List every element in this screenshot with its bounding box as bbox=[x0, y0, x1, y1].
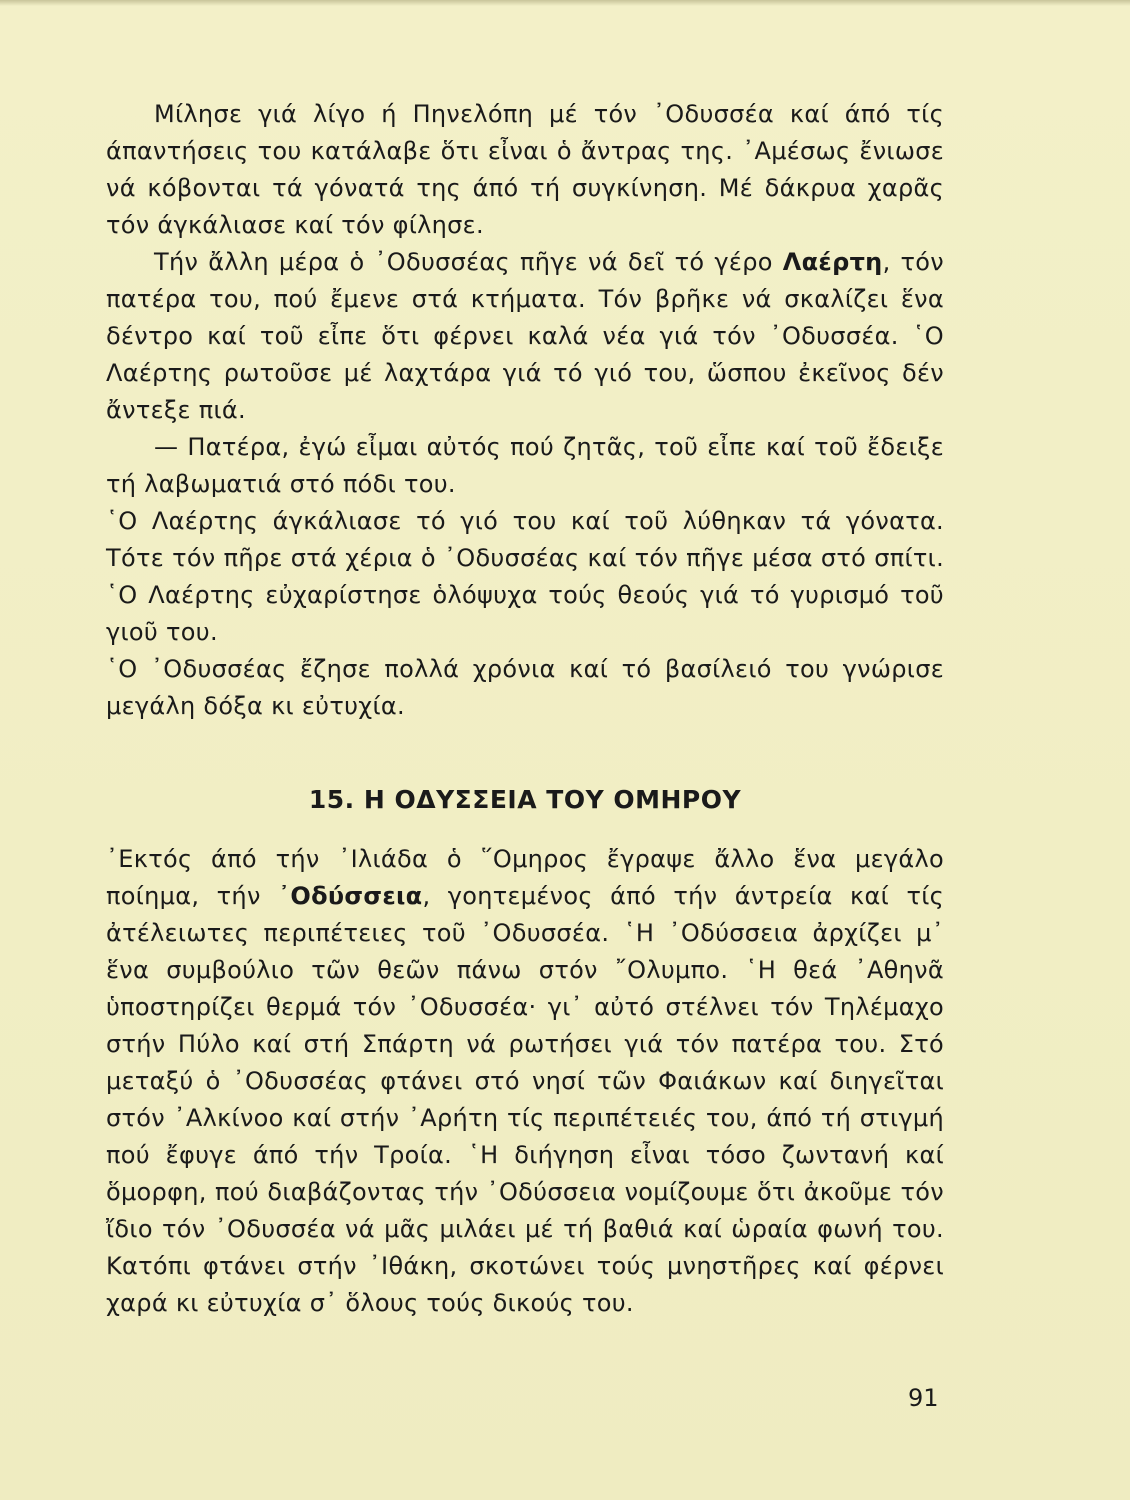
page-number: 91 bbox=[908, 1384, 939, 1412]
paragraph-4 bbox=[106, 503, 944, 651]
paragraph-5 bbox=[106, 651, 944, 725]
section-paragraph bbox=[106, 841, 944, 1322]
paragraph-1-text: Μίλησε γιά λίγο ή Πηνελόπη μέ τόν ᾿Οδυσσέα καί άπό τίς άπαντήσεις του κατάλαβε ὅτι εἶναι ὁ ἄντρας της. ᾿Αμέσως ἔνιωσε νά κόβονται τά γόνατά της άπό τή συγκίνηση. Μέ δάκρυα χαρᾶς τόν άγκάλιασε καί τόν φίλησε. bbox=[106, 100, 944, 239]
section-paragraph-bold-title: ᾿Οδύσσεια bbox=[278, 882, 423, 910]
paragraph-2 bbox=[106, 244, 944, 429]
section-paragraph-text-before: ᾿Εκτός άπό τήν ᾿Ιλιάδα ὁ ῞Ομηρος ἔγραψε ἄλλο ἕνα μεγάλο ποίημα, τήν bbox=[106, 845, 944, 910]
paragraph-2-bold-name: Λαέρτη bbox=[782, 248, 883, 276]
paragraph-3 bbox=[106, 429, 944, 503]
paragraph-1 bbox=[106, 96, 944, 244]
page-top-edge bbox=[0, 0, 1130, 6]
section-paragraph-text-after: , γοητεμένος άπό τήν άντρεία καί τίς ἀτέλειωτες περιπέτειες τοῦ ᾿Οδυσσέα. ῾Η ᾿Οδύσσεια ἀρχίζει μ᾿ ἕνα συμβούλιο τῶν θεῶν πάνω στόν ῎Ολυμπο. ῾Η θεά ᾿Αθηνᾶ ὑποστηρίζει θερμά τόν ᾿Οδυσσέα· γι᾿ αὐτό στέλνει τόν Τηλέμαχο στήν Πύλο καί στή Σπάρτη νά ρωτήσει γιά τόν πατέρα του. Στό μεταξύ ὁ ᾿Οδυσσέας φτάνει στό νησί τῶν Φαιάκων καί διηγεῖται στόν ᾿Αλκίνοο καί στήν ᾿Αρήτη τίς περιπέτειές του, άπό τή στιγμή πού ἔφυγε άπό τήν Τροία. ῾Η διήγηση εἶναι τόσο ζωντανή καί ὅμορφη, πού διαβάζοντας τήν ᾿Οδύσσεια νομίζουμε ὅτι ἀκοῦμε τόν ἴδιο τόν ᾿Οδυσσέα νά μᾶς μιλάει μέ τή βαθιά καί ὡραία φωνή του. Κατόπι φτάνει στήν ᾿Ιθάκη, σκοτώνει τούς μνηστῆρες καί φέρνει χαρά κι εὐτυχία σ᾿ ὅλους τούς δικούς του. bbox=[106, 882, 945, 1317]
paragraph-2-text-before: Τήν ἄλλη μέρα ὁ ᾿Οδυσσέας πῆγε νά δεῖ τό γέρο bbox=[154, 248, 783, 276]
paragraph-2-text-after: , τόν πατέρα του, πού ἔμενε στά κτήματα. Τόν βρῆκε νά σκαλίζει ἕνα δέντρο καί τοῦ εἶπε ὅτι φέρνει καλά νέα γιά τόν ᾿Οδυσσέα. ῾Ο Λαέρτης ρωτοῦσε μέ λαχτάρα γιά τό γιό του, ὥσπου ἐκεῖνος δέν ἄντεξε πιά. bbox=[106, 248, 944, 424]
page-body bbox=[106, 96, 944, 1322]
section-heading: 15. Η ΟΔΥΣΣΕΙΑ ΤΟΥ ΟΜΗΡΟΥ bbox=[308, 785, 742, 814]
paragraph-5-text: ῾Ο ᾿Οδυσσέας ἔζησε πολλά χρόνια καί τό βασίλειό του γνώρισε μεγάλη δόξα κι εὐτυχία. bbox=[106, 655, 944, 720]
paragraph-4-text: ῾Ο Λαέρτης άγκάλιασε τό γιό του καί τοῦ λύθηκαν τά γόνατα. Τότε τόν πῆρε στά χέρια ὁ ᾿Οδυσσέας καί τόν πῆγε μέσα στό σπίτι. ῾Ο Λαέρτης εὐχαρίστησε ὁλόψυχα τούς θεούς γιά τό γυρισμό τοῦ γιοῦ του. bbox=[106, 507, 944, 646]
paragraph-3-text: — Πατέρα, ἐγώ εἶμαι αὐτός πού ζητᾶς, τοῦ εἶπε καί τοῦ ἔδειξε τή λαβωματιά στό πόδι του. bbox=[106, 433, 944, 498]
